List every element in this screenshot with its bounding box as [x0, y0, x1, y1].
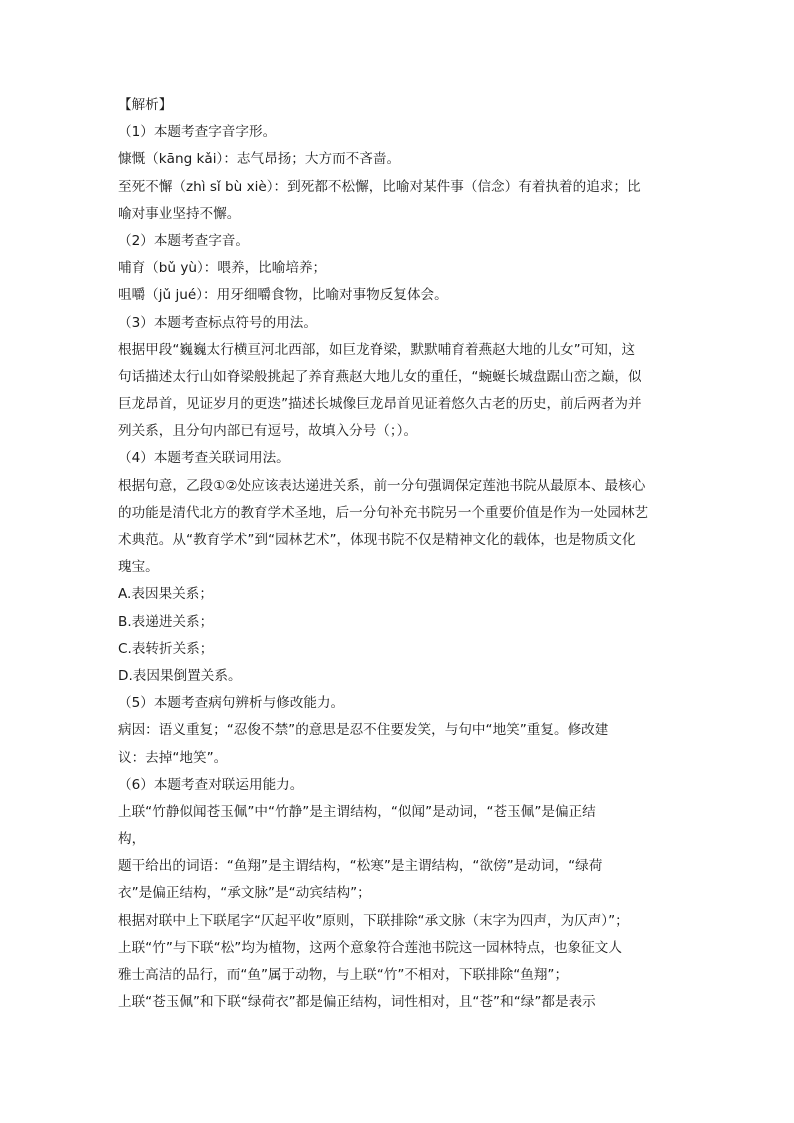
text-line: 议：去掉“地笑”。: [118, 749, 228, 766]
text-line: （2）本题考查字音。: [118, 232, 249, 249]
text-line: 咀嚼（jǔ jué）：用牙细嚼食物，比喻对事物反复体会。: [118, 287, 448, 304]
option-line: A.表因果关系；: [118, 586, 213, 603]
text-line: 雅士高洁的品行，而“鱼”属于动物，与上联“竹”不相对，下联排除“鱼翔”；: [118, 967, 569, 983]
text-line: 构，: [118, 831, 146, 848]
text-line: 的功能是清代北方的教育学术圣地，后一分句补充书院另一个重要价值是作为一处园林艺: [118, 504, 649, 521]
text-line: 衣”是偏正结构，“承文脉”是“动宾结构”；: [118, 885, 371, 902]
text-line: （6）本题考查对联运用能力。: [118, 776, 304, 793]
text-line: 至死不懈（zhì sǐ bù xiè）：到死都不松懈，比喻对某件事（信念）有着执着的追求；比: [118, 178, 641, 195]
text-line: （1）本题考查字音字形。: [118, 124, 277, 141]
text-line: 根据甲段“巍巍太行横亘河北西部，如巨龙脊梁，默默哺育着燕赵大地的儿女”可知，这: [118, 341, 636, 358]
option-line: C.表转折关系；: [118, 640, 214, 657]
document-body: [118, 92, 678, 1016]
text-line: 上联“竹”与下联“松”均为植物，这两个意象符合莲池书院这一园林特点，也象征文人: [118, 939, 622, 956]
text-line: 上联“苍玉佩”和下联“绿荷衣”都是偏正结构，词性相对，且“苍”和“绿”都是表示: [118, 994, 596, 1011]
text-line: 哺育（bǔ yù）：喂养，比喻培养；: [118, 260, 327, 277]
text-line: 列关系，且分句内部已有逗号，故填入分号（；）。: [118, 423, 418, 440]
text-line: 题干给出的词语：“鱼翔”是主谓结构，“松寒”是主谓结构，“欲傍”是动词，“绿荷: [118, 858, 603, 875]
text-line: （3）本题考查标点符号的用法。: [118, 314, 317, 331]
text-line: 句话描述太行山如脊梁般挑起了养育燕赵大地儿女的重任，“蜿蜒长城盘踞山峦之巅，似: [118, 368, 642, 385]
text-line: 巨龙昂首，见证岁月的更迭”描述长城像巨龙昂首见证着悠久古老的历史，前后两者为并: [118, 396, 642, 413]
text-line: 瑰宝。: [118, 559, 159, 576]
section-heading: 【解析】: [118, 97, 173, 113]
text-line: 上联“竹静似闻苍玉佩”中“竹静”是主谓结构，“似闻”是动词，“苍玉佩”是偏正结: [118, 803, 596, 820]
text-line: 术典范。从“教育学术”到“园林艺术”，体现书院不仅是精神文化的载体，也是物质文化: [118, 532, 636, 548]
text-line: （5）本题考查病句辨析与修改能力。: [118, 695, 345, 712]
text-line: 病因：语义重复；“忍俊不禁”的意思是忍不住要发笑，与句中“地笑”重复。修改建: [118, 722, 609, 739]
option-line: B.表递进关系；: [118, 613, 214, 630]
text-line: 喻对事业坚持不懈。: [118, 205, 241, 222]
text-line: （4）本题考查关联词用法。: [118, 450, 290, 467]
option-line: D.表因果倒置关系。: [118, 667, 242, 684]
text-line: 慷慨（kāng kǎi）：志气昂扬；大方而不吝啬。: [118, 151, 401, 168]
text-line: 根据对联中上下联尾字“仄起平收”原则，下联排除“承文脉（末字为四声，为仄声）”；: [118, 912, 629, 929]
text-line: 根据句意，乙段①②处应该表达递进关系，前一分句强调保定莲池书院从最原本、最核心: [118, 477, 646, 494]
